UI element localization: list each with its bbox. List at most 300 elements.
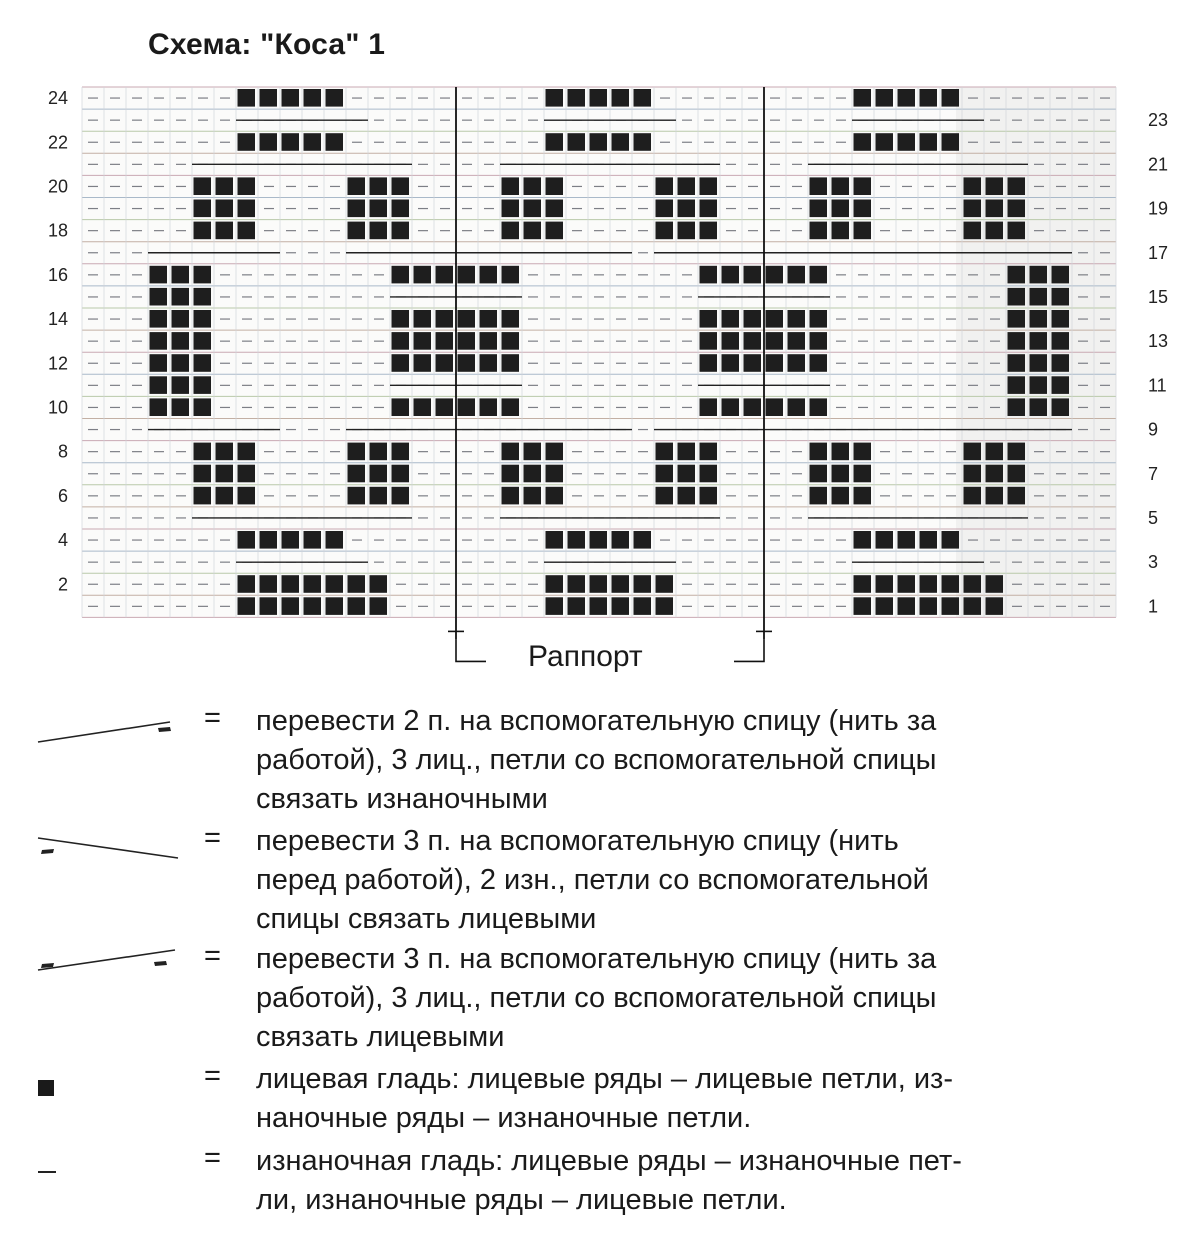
- row-label-right: 19: [1148, 198, 1169, 219]
- row-label-left: 22: [47, 132, 68, 153]
- knit-square: [238, 222, 256, 240]
- knit-square: [1008, 443, 1026, 461]
- knit-square: [854, 177, 872, 195]
- knit-square: [348, 200, 366, 218]
- knit-square: [634, 597, 652, 615]
- knit-square: [546, 465, 564, 483]
- knit-square: [216, 177, 234, 195]
- rapport-bracket-right: [734, 639, 764, 661]
- knit-square: [722, 398, 740, 416]
- row-label-right: 11: [1148, 375, 1167, 396]
- knit-square: [634, 89, 652, 107]
- knit-square: [920, 133, 938, 151]
- knit-square: [854, 597, 872, 615]
- row-label-left: 12: [47, 353, 68, 374]
- knit-square: [348, 222, 366, 240]
- knit-square: [370, 222, 388, 240]
- knit-square: [260, 575, 278, 593]
- legend-text: перевести 3 п. на вспомогательную спицу (нить за работой), 3 лиц., петли со вспомогательной спицы связать лицевыми: [256, 943, 937, 1053]
- knit-square: [392, 222, 410, 240]
- row-label-right: 1: [1148, 596, 1159, 617]
- knit-square: [370, 443, 388, 461]
- cable-3-over-2-front-icon: [30, 826, 180, 866]
- knit-square: [150, 376, 168, 394]
- knit-square: [282, 133, 300, 151]
- cable-2-over-3-back-icon: [30, 710, 180, 750]
- knit-square: [700, 222, 718, 240]
- knit-square: [304, 133, 322, 151]
- knit-square: [810, 222, 828, 240]
- knit-square: [876, 575, 894, 593]
- legend-equals: =: [204, 940, 221, 972]
- knit-square: [1052, 266, 1070, 284]
- row-label-left: 20: [47, 176, 68, 197]
- legend-equals: =: [204, 1142, 221, 1174]
- legend-text: изнаночная гладь: лицевые ряды – изнаночные пет- ли, изнаночные ряды – лицевые петли.: [256, 1145, 962, 1216]
- knit-square: [1052, 376, 1070, 394]
- knit-square: [942, 531, 960, 549]
- knit-square: [370, 597, 388, 615]
- knit-square: [788, 266, 806, 284]
- knit-square: [1030, 398, 1048, 416]
- knit-square: [744, 266, 762, 284]
- legend-text: лицевая гладь: лицевые ряды – лицевые петли, из- наночные ряды – изнаночные петли.: [256, 1063, 953, 1134]
- knit-square: [854, 465, 872, 483]
- knit-square: [612, 531, 630, 549]
- knit-square: [458, 332, 476, 350]
- knit-square: [282, 575, 300, 593]
- knit-square: [414, 310, 432, 328]
- knit-square: [436, 310, 454, 328]
- knit-square: [568, 597, 586, 615]
- knit-square: [678, 177, 696, 195]
- knit-square: [700, 310, 718, 328]
- knit-square: [590, 597, 608, 615]
- knit-square: [678, 443, 696, 461]
- knit-square: [524, 177, 542, 195]
- knit-square: [150, 288, 168, 306]
- knit-square: [370, 465, 388, 483]
- knit-square: [876, 133, 894, 151]
- knit-square: [304, 531, 322, 549]
- knit-square: [348, 465, 366, 483]
- knit-square: [1030, 266, 1048, 284]
- knit-square: [942, 89, 960, 107]
- knit-square: [964, 200, 982, 218]
- knit-square: [150, 332, 168, 350]
- knit-square: [392, 266, 410, 284]
- knit-square: [546, 222, 564, 240]
- knit-square: [700, 200, 718, 218]
- knit-square: [700, 266, 718, 284]
- knit-square: [854, 133, 872, 151]
- knit-square: [700, 465, 718, 483]
- knit-square: [348, 575, 366, 593]
- legend-text: перевести 2 п. на вспомогательную спицу (нить за работой), 3 лиц., петли со вспомогательной спицы связать изнаночными: [256, 705, 937, 815]
- knit-square: [370, 177, 388, 195]
- knit-square: [194, 398, 212, 416]
- knit-square: [458, 354, 476, 372]
- knit-square: [480, 398, 498, 416]
- knit-square: [326, 597, 344, 615]
- knit-square: [810, 354, 828, 372]
- knit-square: [590, 89, 608, 107]
- knit-square: [832, 222, 850, 240]
- knit-square: [216, 200, 234, 218]
- legend-text: перевести 3 п. на вспомогательную спицу (нить перед работой), 2 изн., петли со вспомогательной спицы связать лицевыми: [256, 825, 929, 935]
- knit-square: [546, 133, 564, 151]
- knit-square: [898, 575, 916, 593]
- knit-square: [216, 222, 234, 240]
- knit-square: [678, 222, 696, 240]
- knit-square: [766, 398, 784, 416]
- row-label-right: 17: [1148, 242, 1169, 263]
- knit-square: [414, 398, 432, 416]
- knit-square: [436, 398, 454, 416]
- knit-square: [656, 200, 674, 218]
- knit-square: [832, 200, 850, 218]
- knit-square: [854, 89, 872, 107]
- knit-square: [744, 354, 762, 372]
- knit-square: [744, 398, 762, 416]
- knit-square: [810, 177, 828, 195]
- knit-square: [700, 443, 718, 461]
- knit-square: [172, 376, 190, 394]
- knit-square: [810, 200, 828, 218]
- knit-square: [920, 531, 938, 549]
- knit-square: [854, 443, 872, 461]
- knit-square: [304, 597, 322, 615]
- knit-square: [986, 465, 1004, 483]
- knit-square: [876, 597, 894, 615]
- knit-square: [238, 200, 256, 218]
- knit-square: [568, 531, 586, 549]
- knit-square: [194, 354, 212, 372]
- knit-square: [612, 133, 630, 151]
- knit-square: [722, 266, 740, 284]
- knit-square: [810, 266, 828, 284]
- knit-square: [414, 266, 432, 284]
- knit-square: [172, 354, 190, 372]
- knit-square: [194, 443, 212, 461]
- knit-square: [1008, 177, 1026, 195]
- knit-square: [194, 332, 212, 350]
- knit-square: [986, 443, 1004, 461]
- knit-square: [194, 266, 212, 284]
- knit-square: [656, 597, 674, 615]
- row-label-right: 9: [1148, 419, 1159, 440]
- knit-square: [458, 266, 476, 284]
- knit-square: [1030, 332, 1048, 350]
- knit-square: [656, 465, 674, 483]
- knit-square: [502, 177, 520, 195]
- knit-square: [282, 89, 300, 107]
- knit-square: [920, 597, 938, 615]
- legend-equals: =: [204, 1060, 221, 1092]
- knit-square: [568, 133, 586, 151]
- knit-square: [480, 332, 498, 350]
- knit-square: [744, 310, 762, 328]
- knit-square: [810, 465, 828, 483]
- knit-square: [810, 398, 828, 416]
- knit-square: [524, 222, 542, 240]
- knit-square: [150, 266, 168, 284]
- knit-square: [876, 531, 894, 549]
- knit-square: [700, 177, 718, 195]
- knit-square: [392, 332, 410, 350]
- knit-square: [568, 575, 586, 593]
- knit-square: [832, 177, 850, 195]
- knit-square: [348, 177, 366, 195]
- knit-square: [502, 398, 520, 416]
- knit-square: [392, 177, 410, 195]
- knit-square: [326, 575, 344, 593]
- knit-square: [348, 443, 366, 461]
- row-label-left: 4: [57, 530, 68, 551]
- knit-square: [370, 200, 388, 218]
- knit-square: [238, 465, 256, 483]
- knit-square: [1052, 332, 1070, 350]
- knit-square: [216, 487, 234, 505]
- knit-square: [502, 222, 520, 240]
- knit-square: [304, 89, 322, 107]
- knit-square: [502, 354, 520, 372]
- knit-square: [238, 89, 256, 107]
- knit-square: [964, 487, 982, 505]
- knit-square: [502, 332, 520, 350]
- knit-square: [700, 487, 718, 505]
- knit-square-icon: [30, 1066, 180, 1106]
- knit-square: [392, 487, 410, 505]
- knit-square: [546, 200, 564, 218]
- knit-square: [238, 487, 256, 505]
- knit-square: [1008, 288, 1026, 306]
- knit-square: [678, 200, 696, 218]
- knit-square: [150, 398, 168, 416]
- knit-square: [1008, 332, 1026, 350]
- knit-square: [194, 465, 212, 483]
- knit-square: [348, 597, 366, 615]
- knit-square: [656, 177, 674, 195]
- knit-square: [282, 597, 300, 615]
- right-row-labels: [1148, 110, 1168, 616]
- knit-square: [590, 531, 608, 549]
- knit-square: [964, 465, 982, 483]
- knit-square: [656, 487, 674, 505]
- row-label-left: 14: [47, 309, 68, 330]
- knit-square: [722, 310, 740, 328]
- knit-square: [634, 575, 652, 593]
- knit-square: [920, 89, 938, 107]
- knit-square: [832, 443, 850, 461]
- knit-square: [502, 200, 520, 218]
- knit-square: [810, 310, 828, 328]
- knit-square: [832, 465, 850, 483]
- knit-square: [986, 487, 1004, 505]
- knit-square: [326, 89, 344, 107]
- row-label-left: 18: [47, 220, 68, 241]
- knit-square: [546, 177, 564, 195]
- knit-square: [788, 354, 806, 372]
- knit-square: [1008, 200, 1026, 218]
- knit-square: [854, 222, 872, 240]
- knit-square: [634, 531, 652, 549]
- knit-square: [1052, 288, 1070, 306]
- knit-square: [854, 487, 872, 505]
- knit-square: [458, 310, 476, 328]
- knit-square: [788, 310, 806, 328]
- knit-square: [260, 597, 278, 615]
- knit-square: [480, 310, 498, 328]
- knit-square: [392, 465, 410, 483]
- knit-square: [986, 200, 1004, 218]
- legend-equals: =: [204, 822, 221, 854]
- knit-square: [1008, 266, 1026, 284]
- knit-square: [502, 443, 520, 461]
- row-label-right: 15: [1148, 286, 1169, 307]
- knit-square: [1030, 310, 1048, 328]
- knit-square: [590, 575, 608, 593]
- knit-square: [788, 332, 806, 350]
- knit-square: [1008, 465, 1026, 483]
- knit-square: [854, 531, 872, 549]
- knit-square: [392, 310, 410, 328]
- knit-square: [260, 531, 278, 549]
- knit-square: [678, 487, 696, 505]
- knit-square: [172, 288, 190, 306]
- knit-square: [986, 575, 1004, 593]
- knit-square: [172, 310, 190, 328]
- knit-square: [898, 531, 916, 549]
- knit-square: [216, 465, 234, 483]
- knit-square: [370, 575, 388, 593]
- knit-square: [656, 222, 674, 240]
- knit-square: [942, 575, 960, 593]
- knit-square: [194, 200, 212, 218]
- knit-square: [524, 200, 542, 218]
- purl-dash-icon: [30, 1148, 180, 1188]
- knit-square: [458, 398, 476, 416]
- knit-square: [854, 575, 872, 593]
- knit-square: [172, 398, 190, 416]
- knit-square: [700, 398, 718, 416]
- knit-square: [238, 133, 256, 151]
- knit-square: [700, 354, 718, 372]
- knit-square: [898, 89, 916, 107]
- knit-square: [700, 332, 718, 350]
- knit-square: [810, 443, 828, 461]
- knit-square: [1008, 376, 1026, 394]
- knit-square: [326, 531, 344, 549]
- row-label-left: 2: [57, 574, 68, 595]
- knit-square: [502, 487, 520, 505]
- knit-square: [282, 531, 300, 549]
- knit-square: [964, 597, 982, 615]
- knit-square: [766, 354, 784, 372]
- cable-3-over-3-back-icon: [30, 942, 180, 982]
- knit-square: [414, 332, 432, 350]
- knit-square: [524, 487, 542, 505]
- knit-square: [810, 332, 828, 350]
- row-label-right: 5: [1148, 507, 1159, 528]
- knit-square: [260, 133, 278, 151]
- row-label-left: 10: [47, 397, 68, 418]
- knit-square: [150, 310, 168, 328]
- knit-square: [986, 222, 1004, 240]
- row-label-left: 6: [57, 485, 68, 506]
- knit-square: [590, 133, 608, 151]
- knit-square: [150, 354, 168, 372]
- knit-square: [194, 310, 212, 328]
- knit-square: [678, 465, 696, 483]
- knit-square: [876, 89, 894, 107]
- knit-square: [1008, 310, 1026, 328]
- knit-square: [612, 597, 630, 615]
- knit-square: [1008, 222, 1026, 240]
- knit-square: [1030, 288, 1048, 306]
- knit-square: [1052, 398, 1070, 416]
- knit-square: [964, 177, 982, 195]
- knit-square: [546, 575, 564, 593]
- knit-square: [436, 354, 454, 372]
- knit-square: [172, 266, 190, 284]
- row-label-right: 21: [1148, 154, 1169, 175]
- row-label-right: 23: [1148, 110, 1169, 131]
- knit-square: [788, 398, 806, 416]
- knit-square: [766, 332, 784, 350]
- knit-square: [920, 575, 938, 593]
- knit-square: [898, 133, 916, 151]
- knit-square: [238, 597, 256, 615]
- knit-square: [964, 443, 982, 461]
- knit-square: [502, 266, 520, 284]
- knit-square: [1008, 487, 1026, 505]
- knit-square: [480, 354, 498, 372]
- row-label-right: 13: [1148, 331, 1169, 352]
- knit-square: [964, 575, 982, 593]
- knit-square: [194, 376, 212, 394]
- row-label-right: 7: [1148, 463, 1159, 484]
- rapport-label: Раппорт: [528, 640, 643, 673]
- row-label-left: 8: [57, 441, 68, 462]
- legend-equals: =: [204, 702, 221, 734]
- knit-square: [392, 354, 410, 372]
- knit-square: [766, 310, 784, 328]
- knit-square: [1030, 354, 1048, 372]
- knit-square: [1008, 398, 1026, 416]
- knit-square: [964, 222, 982, 240]
- knit-square: [1008, 354, 1026, 372]
- knit-square: [656, 443, 674, 461]
- knit-square: [546, 487, 564, 505]
- knit-square: [238, 177, 256, 195]
- knit-square: [942, 597, 960, 615]
- knit-square: [634, 133, 652, 151]
- knit-square: [546, 597, 564, 615]
- knit-square: [194, 288, 212, 306]
- knit-square: [722, 354, 740, 372]
- knit-square: [744, 332, 762, 350]
- knit-square: [238, 443, 256, 461]
- knit-square: [304, 575, 322, 593]
- knit-square: [986, 597, 1004, 615]
- knit-square: [370, 487, 388, 505]
- knit-square: [612, 89, 630, 107]
- knit-square: [414, 354, 432, 372]
- knit-square: [722, 332, 740, 350]
- knit-square: [898, 597, 916, 615]
- knit-square: [986, 177, 1004, 195]
